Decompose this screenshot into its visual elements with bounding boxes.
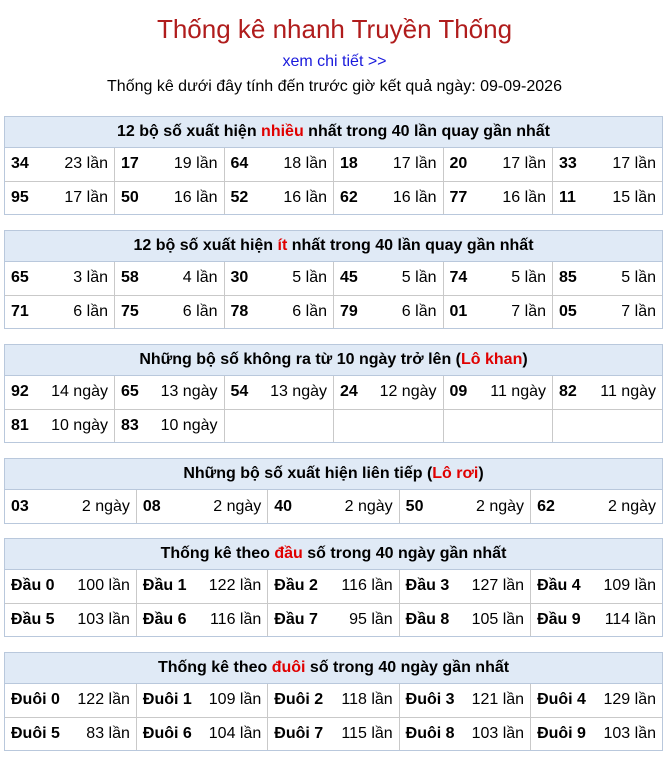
stat-cell	[334, 376, 444, 409]
stat-value: 19 lần	[173, 155, 218, 173]
stat-key: 62	[340, 188, 358, 206]
table-row	[5, 570, 662, 603]
duoi-section	[4, 652, 663, 751]
stat-value: 2 ngày	[344, 497, 393, 515]
stat-key: Đầu 1	[142, 577, 187, 595]
stat-cell	[136, 490, 267, 523]
stat-cell	[115, 409, 225, 442]
stat-key: 24	[340, 383, 358, 401]
stat-value: 6 lần	[73, 302, 108, 320]
empty-cell	[224, 409, 334, 442]
stat-cell	[268, 684, 399, 717]
stat-value: 2 ngày	[81, 497, 130, 515]
stat-key: Đuôi 9	[537, 724, 586, 742]
stat-cell	[399, 490, 530, 523]
most-frequent-section	[4, 116, 663, 215]
stat-key: Đầu 7	[274, 610, 318, 628]
section-header	[5, 459, 662, 490]
stat-cell	[224, 148, 334, 181]
stat-key: 09	[449, 383, 468, 401]
stat-value: 7 lần	[621, 302, 656, 320]
stat-cell	[136, 570, 267, 603]
stat-key: 65	[11, 269, 29, 287]
empty-cell	[334, 409, 444, 442]
stat-value: 23 lần	[64, 155, 108, 173]
stat-key: 65	[121, 383, 139, 401]
stat-value: 109 lần	[603, 577, 656, 595]
stat-value: 12 ngày	[379, 383, 437, 401]
stat-cell	[399, 570, 530, 603]
stat-cell	[443, 148, 553, 181]
stat-value: 16 lần	[173, 188, 218, 206]
stat-cell	[136, 603, 267, 636]
stats-table	[5, 490, 662, 523]
stat-key: 18	[340, 155, 358, 173]
stat-cell	[268, 717, 399, 750]
stat-key: 92	[11, 383, 29, 401]
stat-cell	[553, 148, 663, 181]
stat-cell	[334, 295, 444, 328]
header-text: 12 bộ số xuất hiện	[117, 123, 262, 140]
stat-cell	[399, 684, 530, 717]
stats-table	[5, 148, 662, 214]
stat-key: 71	[11, 302, 29, 320]
stat-value: 17 lần	[502, 155, 546, 173]
stat-value: 18 lần	[283, 155, 327, 173]
stat-cell	[5, 717, 136, 750]
stat-key: Đuôi 4	[537, 691, 586, 709]
stat-key: 95	[11, 188, 29, 206]
stat-value: 16 lần	[502, 188, 546, 206]
stat-key: 01	[449, 302, 468, 320]
stat-key: 74	[449, 269, 468, 287]
stat-value: 7 lần	[511, 302, 546, 320]
section-header	[5, 653, 662, 684]
stat-key: 82	[559, 383, 577, 401]
stat-cell	[334, 148, 444, 181]
stat-cell	[531, 717, 662, 750]
stat-key: Đầu 3	[405, 577, 450, 595]
header-text: số trong 40 ngày gần nhất	[305, 659, 510, 676]
table-row	[5, 262, 662, 295]
header-text: )	[478, 465, 484, 482]
table-row	[5, 603, 662, 636]
stat-cell	[5, 181, 115, 214]
stat-value: 122 lần	[77, 691, 130, 709]
stat-key: 79	[340, 302, 358, 320]
detail-link[interactable]: xem chi tiết >>	[282, 53, 387, 70]
stat-cell	[5, 262, 115, 295]
stat-cell	[268, 570, 399, 603]
page-subtitle: Thống kê dưới đây tính đến trước giờ kết quả ngày: 09-09-2026	[107, 78, 562, 95]
stat-cell	[5, 684, 136, 717]
stat-key: Đầu 8	[405, 610, 450, 628]
stat-key: 83	[121, 416, 139, 434]
table-row	[5, 490, 662, 523]
stat-key: 50	[405, 497, 424, 515]
table-row	[5, 717, 662, 750]
stat-key: 85	[559, 269, 577, 287]
header-text: Những bộ số không ra từ 10 ngày trở lên (	[139, 351, 461, 368]
stat-key: 03	[11, 497, 29, 515]
stat-value: 5 lần	[621, 269, 656, 287]
header-highlight: đuôi	[271, 659, 306, 676]
stat-value: 103 lần	[471, 724, 525, 742]
stat-value: 2 ngày	[213, 497, 262, 515]
stat-key: Đầu 0	[11, 577, 55, 595]
stat-value: 4 lần	[182, 269, 218, 287]
lo-khan-section	[4, 344, 663, 443]
stat-value: 6 lần	[401, 302, 437, 320]
stat-cell	[5, 603, 136, 636]
stat-value: 103 lần	[603, 724, 656, 742]
stat-cell	[5, 148, 115, 181]
header-text: Thống kê theo	[157, 659, 272, 676]
stat-key: 08	[142, 497, 161, 515]
stat-key: 81	[11, 416, 29, 434]
stat-cell	[531, 490, 662, 523]
stat-value: 114 lần	[604, 610, 656, 628]
stat-key: 54	[230, 383, 249, 401]
stat-value: 13 ngày	[160, 383, 218, 401]
lo-roi-section	[4, 458, 663, 524]
stat-value: 10 ngày	[160, 416, 218, 434]
stat-value: 122 lần	[208, 577, 262, 595]
stat-cell	[553, 181, 663, 214]
page-title: Thống kê nhanh Truyền Thống	[156, 14, 513, 44]
stat-value: 10 ngày	[51, 416, 108, 434]
stat-cell	[531, 684, 662, 717]
stat-key: 58	[121, 269, 139, 287]
stat-value: 6 lần	[292, 302, 327, 320]
stat-key: 17	[121, 155, 139, 173]
stat-key: Đuôi 0	[11, 691, 60, 709]
stat-cell	[115, 262, 225, 295]
stat-value: 13 ngày	[270, 383, 327, 401]
stat-key: 52	[230, 188, 249, 206]
stat-key: Đầu 9	[537, 610, 581, 628]
stats-table	[5, 262, 662, 328]
section-header	[5, 117, 662, 148]
stat-key: 40	[274, 497, 293, 515]
stat-cell	[443, 295, 553, 328]
stats-table	[5, 684, 662, 750]
header-highlight: Lô khan	[461, 351, 523, 368]
table-row	[5, 409, 662, 442]
stat-cell	[553, 295, 663, 328]
stat-cell	[224, 262, 334, 295]
stat-value: 83 lần	[86, 724, 130, 742]
stat-value: 116 lần	[341, 577, 393, 595]
stat-cell	[115, 295, 225, 328]
stat-key: 78	[230, 302, 249, 320]
stat-key: Đuôi 7	[274, 724, 324, 742]
header-text: Thống kê theo	[160, 545, 275, 562]
stat-value: 2 ngày	[607, 497, 656, 515]
stat-key: Đầu 6	[142, 610, 187, 628]
stat-value: 105 lần	[471, 610, 525, 628]
empty-cell	[443, 409, 553, 442]
stat-value: 118 lần	[341, 691, 393, 709]
stat-cell	[5, 490, 136, 523]
stat-key: 62	[537, 497, 555, 515]
stat-value: 17 lần	[612, 155, 656, 173]
stat-key: Đuôi 6	[142, 724, 192, 742]
stat-key: 33	[559, 155, 577, 173]
stat-key: 75	[121, 302, 139, 320]
stat-value: 121 lần	[471, 691, 525, 709]
table-row	[5, 295, 662, 328]
stat-value: 14 ngày	[51, 383, 108, 401]
stat-key: 11	[559, 188, 576, 206]
stat-cell	[268, 603, 399, 636]
stat-cell	[224, 376, 334, 409]
stat-key: Đuôi 2	[274, 691, 324, 709]
stat-cell	[268, 490, 399, 523]
stat-key: 20	[449, 155, 468, 173]
stat-cell	[115, 148, 225, 181]
stat-cell	[399, 603, 530, 636]
stat-cell	[224, 181, 334, 214]
stat-key: Đuôi 1	[142, 691, 192, 709]
stat-key: Đầu 2	[274, 577, 318, 595]
stat-cell	[443, 262, 553, 295]
stat-key: 05	[559, 302, 577, 320]
stat-cell	[115, 376, 225, 409]
stat-value: 95 lần	[349, 610, 393, 628]
stat-cell	[5, 295, 115, 328]
least-frequent-section	[4, 230, 663, 329]
stat-cell	[115, 181, 225, 214]
stat-key: 45	[340, 269, 358, 287]
dau-section	[4, 538, 663, 637]
header-text: nhất trong 40 lần quay gần nhất	[287, 237, 534, 254]
stat-value: 17 lần	[64, 188, 108, 206]
table-row	[5, 148, 662, 181]
stat-value: 2 ngày	[476, 497, 525, 515]
stat-key: Đuôi 5	[11, 724, 60, 742]
stat-value: 5 lần	[511, 269, 546, 287]
stat-cell	[553, 262, 663, 295]
header-text: Những bộ số xuất hiện liên tiếp (	[183, 465, 433, 482]
section-header	[5, 345, 662, 376]
stats-table	[5, 376, 662, 442]
stat-cell	[136, 684, 267, 717]
header-text: số trong 40 ngày gần nhất	[302, 545, 507, 562]
stat-cell	[5, 376, 115, 409]
header-text: nhất trong 40 lần quay gần nhất	[303, 123, 550, 140]
stat-key: 64	[230, 155, 249, 173]
stat-value: 16 lần	[283, 188, 327, 206]
stat-key: 77	[449, 188, 468, 206]
stat-value: 103 lần	[77, 610, 130, 628]
header-highlight: ít	[277, 237, 288, 254]
stat-cell	[224, 295, 334, 328]
stat-cell	[5, 570, 136, 603]
stat-value: 100 lần	[77, 577, 130, 595]
stat-value: 127 lần	[471, 577, 525, 595]
stat-value: 15 lần	[612, 188, 656, 206]
section-header	[5, 539, 662, 570]
stat-cell	[443, 181, 553, 214]
stat-key: 30	[230, 269, 249, 287]
table-row	[5, 376, 662, 409]
stat-value: 11 ngày	[600, 383, 656, 401]
stat-cell	[443, 376, 553, 409]
stat-key: Đuôi 3	[405, 691, 455, 709]
header-highlight: Lô rơi	[432, 465, 479, 482]
table-row	[5, 181, 662, 214]
stat-cell	[553, 376, 663, 409]
stat-key: 50	[121, 188, 139, 206]
header-text: )	[522, 351, 528, 368]
stat-value: 109 lần	[208, 691, 262, 709]
header-highlight: đầu	[274, 545, 303, 562]
stat-cell	[399, 717, 530, 750]
empty-cell	[553, 409, 663, 442]
header-text: 12 bộ số xuất hiện	[133, 237, 278, 254]
stat-value: 17 lần	[392, 155, 437, 173]
stat-value: 11 ngày	[490, 383, 546, 401]
stat-value: 6 lần	[182, 302, 218, 320]
stat-cell	[334, 181, 444, 214]
stat-key: 34	[11, 155, 29, 173]
stat-key: Đuôi 8	[405, 724, 455, 742]
stat-value: 129 lần	[603, 691, 656, 709]
stat-cell	[136, 717, 267, 750]
stat-value: 115 lần	[341, 724, 393, 742]
stat-cell	[334, 262, 444, 295]
stat-value: 5 lần	[292, 269, 327, 287]
stat-key: Đầu 4	[537, 577, 581, 595]
section-header	[5, 231, 662, 262]
table-row	[5, 684, 662, 717]
stat-cell	[531, 570, 662, 603]
header-highlight: nhiều	[261, 123, 304, 140]
stat-value: 116 lần	[209, 610, 262, 628]
stat-value: 104 lần	[208, 724, 262, 742]
stat-value: 3 lần	[73, 269, 108, 287]
stat-value: 5 lần	[401, 269, 437, 287]
stat-cell	[531, 603, 662, 636]
stats-table	[5, 570, 662, 636]
stat-cell	[5, 409, 115, 442]
stat-key: Đầu 5	[11, 610, 55, 628]
stat-value: 16 lần	[392, 188, 437, 206]
